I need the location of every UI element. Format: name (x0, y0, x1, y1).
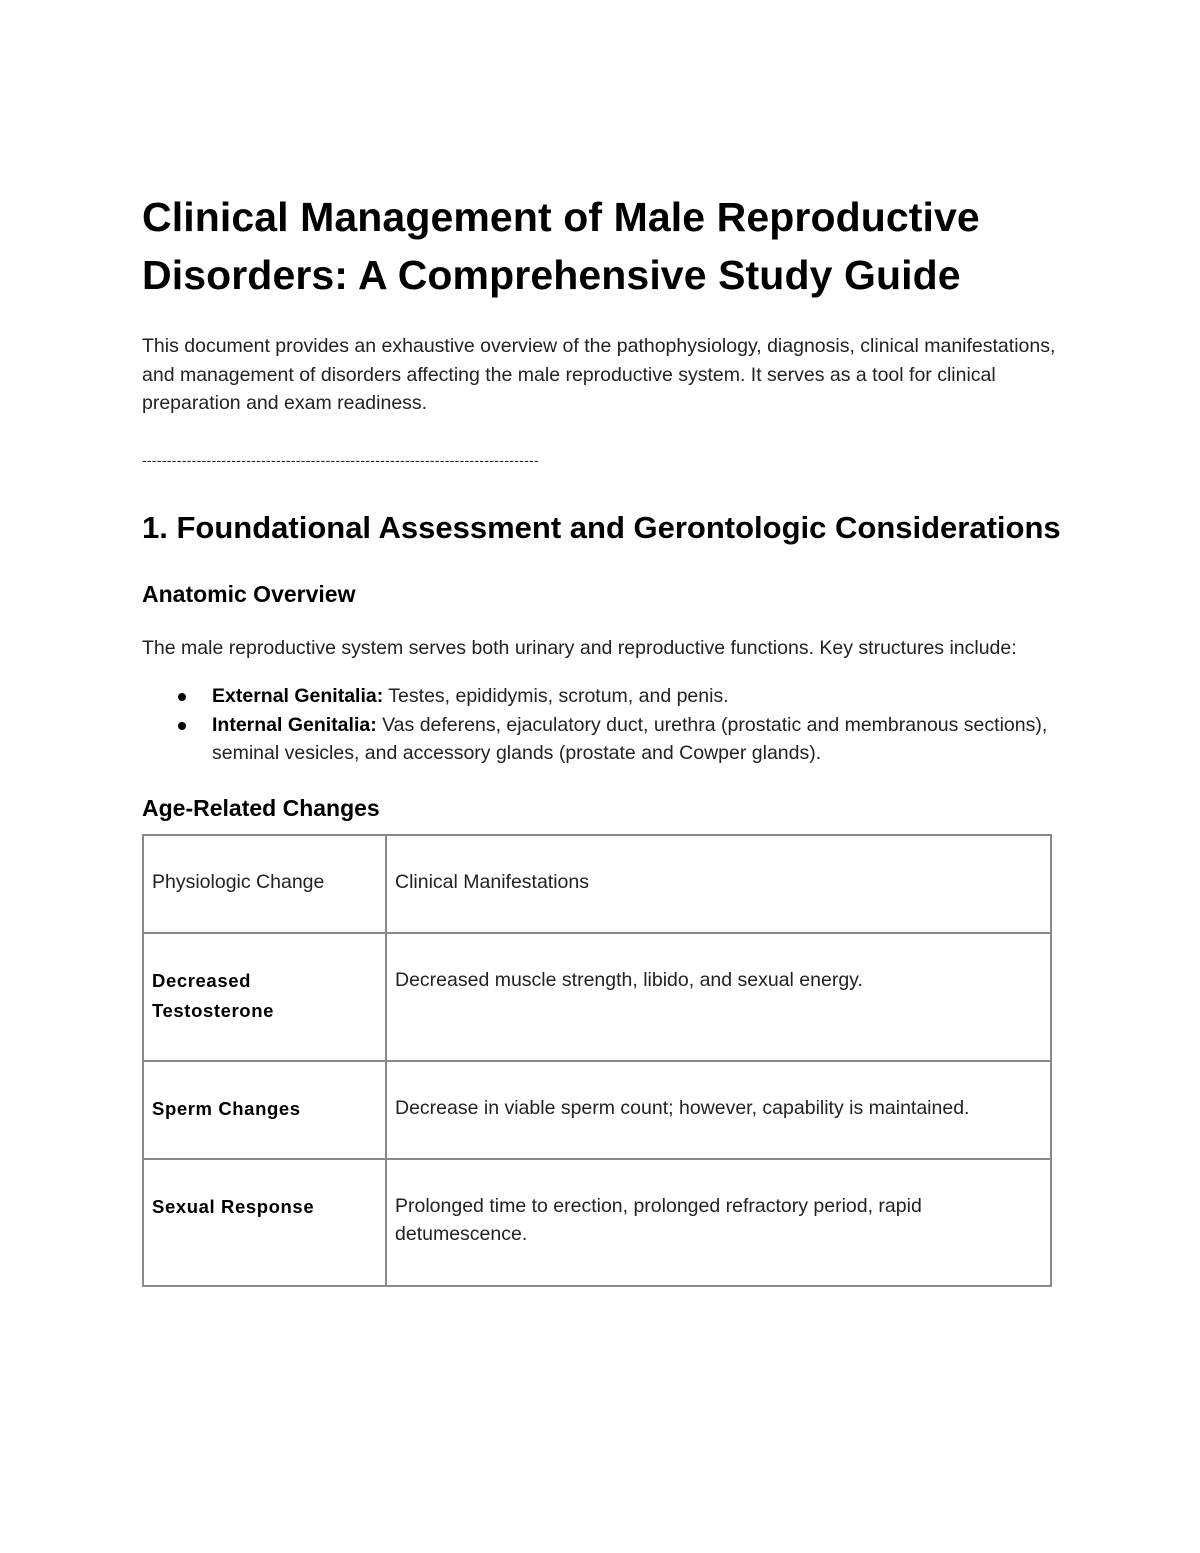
section-1-title: 1. Foundational Assessment and Gerontologic Considerations (142, 509, 1061, 545)
age-related-heading: Age-Related Changes (142, 794, 380, 821)
bullet-icon (178, 693, 186, 701)
list-item (212, 682, 1062, 711)
list-item-text: Vas deferens, ejaculatory duct, urethra (prostatic and membranous sections), seminal vesicles, and accessory glands (prostate and Cowper glands). (212, 713, 1048, 764)
table-cell-manifestation: Decrease in viable sperm count; however, capability is maintained. (386, 1061, 1051, 1159)
intro-paragraph: This document provides an exhaustive overview of the pathophysiology, diagnosis, clinical manifestations, and management of disorders affecting the male reproductive system. It serves as a tool for clinical preparation and exam readiness. (142, 335, 1056, 414)
anatomic-overview-text: The male reproductive system serves both urinary and reproductive functions. Key structures include: (142, 636, 1017, 659)
table-header-cell: Physiologic Change (143, 835, 386, 933)
table-row (143, 1159, 1051, 1286)
table-cell-change: Sperm Changes (143, 1061, 386, 1159)
age-related-table (142, 834, 1052, 1287)
list-item (212, 711, 1062, 768)
separator-line: -------------------------------------------------------------------------------- (142, 451, 539, 468)
document-page (142, 188, 1062, 1287)
table-cell-change: Decreased Testosterone (143, 933, 386, 1061)
table-cell-manifestation: Prolonged time to erection, prolonged refractory period, rapid detumescence. (386, 1159, 1051, 1286)
list-item-text: Testes, epididymis, scrotum, and penis. (383, 685, 729, 707)
table-header-cell: Clinical Manifestations (386, 835, 1051, 933)
table-header-row (143, 835, 1051, 933)
list-item-label: Internal Genitalia: (212, 713, 377, 736)
anatomic-overview-heading: Anatomic Overview (142, 580, 356, 607)
list-item-label: External Genitalia: (212, 685, 384, 707)
structures-list (142, 682, 1062, 768)
bullet-icon (178, 722, 186, 730)
table-cell-manifestation: Decreased muscle strength, libido, and sexual energy. (386, 933, 1051, 1061)
table-row (143, 933, 1051, 1061)
document-title: Clinical Management of Male Reproductive Disorders: A Comprehensive Study Guide (142, 194, 980, 298)
table-cell-change: Sexual Response (143, 1159, 386, 1286)
table-row (143, 1061, 1051, 1159)
